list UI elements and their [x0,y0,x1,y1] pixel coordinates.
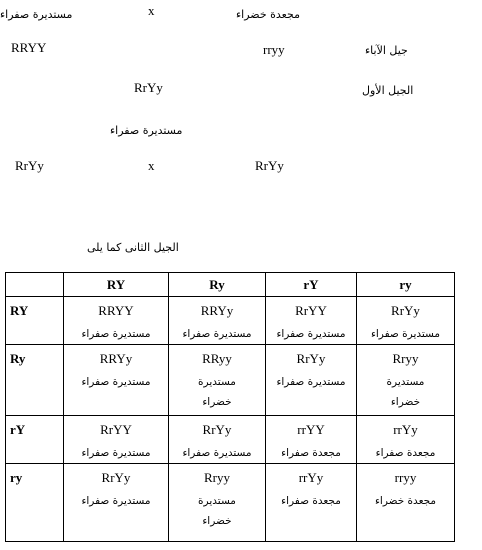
cell-phenotype: مجعدة صفراء [281,447,341,459]
punnett-cell [64,297,169,345]
cell-phenotype: مستديرة صفراء [276,376,346,388]
parent-right-phenotype: مجعدة خضراء [236,8,300,21]
cell-genotype: RrYy [101,470,131,485]
cell-phenotype: مستديرة صفراء [81,447,151,459]
cell-phenotype: مستديرة صفراء [81,495,151,507]
parent-left-phenotype: مستديرة صفراء [0,8,73,21]
cell-phenotype: مجعدة خضراء [374,495,437,507]
punnett-cell [266,345,357,416]
punnett-cell [169,464,266,542]
parents-generation-label: جيل الآباء [365,44,408,57]
column-header-gamete: ry [357,273,455,297]
cell-genotype: rryy [394,470,417,485]
punnett-cell [357,297,455,345]
cell-genotype: Rryy [204,470,230,485]
f1-cross-left-genotype: RrYy [15,158,44,173]
row-header-gamete: Ry [6,345,64,416]
punnett-cell [169,345,266,416]
punnett-cell [64,345,169,416]
cell-genotype: rrYy [393,422,418,437]
column-header-gamete: Ry [169,273,266,297]
column-header-gamete: rY [266,273,357,297]
cell-phenotype: مستديرة صفراء [182,328,252,340]
punnett-row [6,297,455,345]
cell-genotype: rrYY [297,422,325,437]
punnett-cell [64,416,169,464]
cell-genotype: rrYy [298,470,324,485]
punnett-cell [266,464,357,542]
punnett-cell [266,297,357,345]
parent-cross-symbol: x [148,3,155,18]
cell-genotype: RrYY [100,422,132,437]
cell-genotype: RrYy [391,303,420,318]
punnett-cell [357,345,455,416]
row-header-gamete: ry [6,464,64,542]
punnett-cell [169,416,266,464]
punnett-square-table [5,272,455,542]
punnett-corner-cell [6,273,64,297]
punnett-cell [266,416,357,464]
cell-genotype: RRYy [200,303,234,318]
parent-right-genotype: rryy [263,42,285,57]
punnett-cell [169,297,266,345]
cell-genotype: RrYY [295,303,327,318]
punnett-cell [64,464,169,542]
punnett-row [6,464,455,542]
cell-phenotype: مستديرة خضراء [198,495,236,527]
punnett-row [6,416,455,464]
cell-phenotype: مستديرة صفراء [81,328,151,340]
punnett-cell [357,464,455,542]
column-header-gamete: RY [64,273,169,297]
f1-phenotype: مستديرة صفراء [110,124,183,137]
f1-generation-label: الجيل الأول [362,84,414,97]
parent-left-genotype: RRYY [11,40,47,55]
punnett-row [6,345,455,416]
cell-phenotype: مستديرة صفراء [276,328,346,340]
punnett-header-row [6,273,455,297]
cell-genotype: RRyy [202,351,232,366]
cell-genotype: RRYy [99,351,133,366]
f1-genotype: RrYy [134,80,163,95]
cell-phenotype: مستديرة خضراء [198,376,236,408]
cell-genotype: RrYy [296,351,326,366]
f1-cross-symbol: x [148,158,155,173]
cell-phenotype: مجعدة صفراء [281,495,341,507]
cell-phenotype: مستديرة صفراء [370,328,441,340]
punnett-cell [357,416,455,464]
cell-phenotype: مستديرة صفراء [182,447,252,459]
cell-phenotype: مجعدة صفراء [375,447,436,459]
row-header-gamete: rY [6,416,64,464]
cell-genotype: RRYY [98,303,134,318]
f2-title: الجيل الثانى كما يلى [87,241,179,254]
row-header-gamete: RY [6,297,64,345]
f1-cross-right-genotype: RrYy [255,158,284,173]
cell-phenotype: مستديرة صفراء [81,376,151,388]
cell-genotype: RrYy [202,422,232,437]
cell-phenotype: مستديرة خضراء [386,376,425,408]
cell-genotype: Rryy [392,351,419,366]
